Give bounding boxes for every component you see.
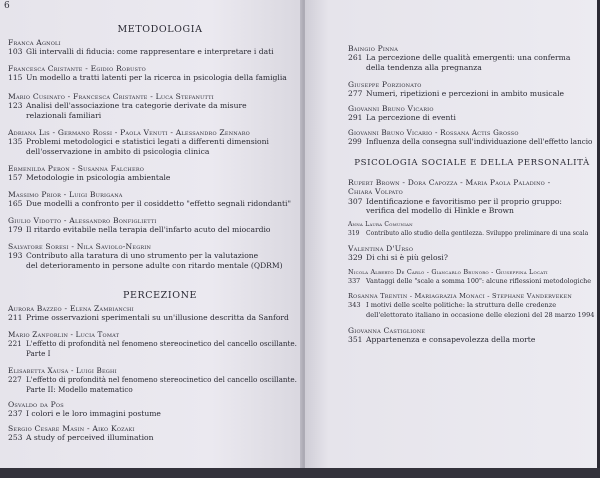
entry-title: A study of perceived illumination — [26, 433, 154, 443]
entry-page: 337 — [348, 277, 361, 286]
entry-authors: Elisabetta Xausa - Luigi Beghi — [8, 366, 117, 375]
entry-authors: Baingio Pinna — [348, 44, 399, 53]
entry-page: 135 — [8, 137, 23, 147]
entry-authors: Valentina D'Urso — [348, 244, 414, 253]
toc-entry — [348, 268, 591, 287]
entry-authors: Rosanna Trentin - Mariagrazia Monaci - Stephane Vanderveken — [348, 292, 572, 300]
entry-title-cont: del deterioramento in persone adulte con ritardo mentale (QDRM) — [26, 260, 283, 270]
entry-page: 343 — [348, 301, 361, 310]
entry-title: Contributo alla taratura di uno strumento per la valutazione — [26, 251, 259, 261]
toc-entry — [348, 80, 564, 99]
entry-authors: Giulio Vidotto - Alessandro Bonfiglietti — [8, 216, 157, 225]
entry-title-cont: della tendenza alla pregnanza — [366, 62, 482, 72]
entry-authors: Salvatore Soresi - Nila Saviolo-Negrin — [8, 242, 152, 251]
entry-authors: Mario Zanforlin - Lucia Tomat — [8, 330, 120, 339]
toc-entry — [8, 92, 247, 120]
entry-page: 193 — [8, 251, 23, 261]
toc-entry — [348, 292, 594, 320]
entry-title: Identificazione e favoritismo per il proprio gruppo: — [366, 196, 562, 206]
entry-title: Influenza della consegna sull'individuazione dell'effetto lancio — [366, 137, 593, 147]
toc-entry — [8, 190, 291, 209]
entry-title-cont: dell'osservazione in ambito di psicologia clinica — [26, 146, 210, 156]
entry-page: 211 — [8, 313, 23, 323]
entry-page: 115 — [8, 73, 23, 83]
entry-title-cont: dell'elettorato italiano in occasione delle elezioni del 28 marzo 1994 — [366, 310, 595, 319]
toc-entry — [8, 242, 283, 270]
entry-authors: Rupert Brown - Dora Capozza - Maria Paola Paladino - — [348, 178, 551, 187]
toc-entry — [8, 64, 287, 83]
toc-entry — [348, 44, 570, 72]
entry-title: Analisi dell'associazione tra categorie derivate da misure — [26, 101, 247, 111]
entry-authors: Franca Agnoli — [8, 38, 61, 47]
entry-authors: Adriana Lis - Germano Rossi - Paola Venuti - Alessandro Zennaro — [8, 128, 250, 137]
section-heading-psicologia-sociale: PSICOLOGIA SOCIALE E DELLA PERSONALITÀ — [354, 158, 590, 168]
entry-page: 277 — [348, 89, 363, 99]
toc-entry — [8, 128, 269, 156]
toc-entry — [8, 330, 297, 358]
toc-entry — [348, 104, 456, 123]
entry-title: Numeri, ripetizioni e percezioni in ambito musicale — [366, 89, 565, 99]
entry-page: 253 — [8, 433, 23, 443]
entry-page: 157 — [8, 173, 23, 183]
toc-entry — [348, 128, 592, 147]
entry-page: 103 — [8, 47, 23, 57]
toc-entry — [8, 164, 170, 183]
entry-title: Due modelli a confronto per il cosiddetto "effetto segnali ridondanti" — [26, 199, 291, 209]
entry-title: Il ritardo evitabile nella terapia dell'infarto acuto del miocardio — [26, 225, 271, 235]
entry-authors: Sergio Cesare Masin - Aiko Kozaki — [8, 424, 135, 433]
entry-page: 165 — [8, 199, 23, 209]
entry-authors: Giovanna Castiglione — [348, 326, 426, 335]
entry-page: 351 — [348, 335, 363, 345]
toc-entry — [8, 304, 289, 323]
entry-page: 299 — [348, 137, 362, 147]
toc-entry — [348, 326, 535, 345]
entry-authors: Osvaldo da Pos — [8, 400, 64, 409]
entry-title: Vantaggi delle "scale a somma 100": alcune riflessioni metodologiche — [366, 277, 592, 286]
entry-title-cont: relazionali familiari — [26, 110, 102, 120]
entry-authors: Massimo Prior - Luigi Burigana — [8, 190, 123, 199]
entry-page: 319 — [348, 230, 360, 238]
toc-entry — [8, 366, 297, 394]
entry-title: Gli intervalli di fiducia: come rappresentare e interpretare i dati — [26, 47, 274, 57]
entry-authors: Ermenilda Peron - Susanna Falchero — [8, 164, 145, 173]
toc-entry — [348, 220, 588, 239]
entry-title: Un modello a tratti latenti per la ricerca in psicologia della famiglia — [26, 73, 287, 83]
entry-title-cont: Parte I — [26, 348, 51, 358]
entry-page: 179 — [8, 225, 23, 235]
entry-authors: Giovanni Bruno Vicario - Rossana Actis Grosso — [348, 128, 519, 137]
entry-title-cont: Parte II: Modello matematico — [26, 384, 133, 394]
section-heading-percezione: PERCEZIONE — [122, 290, 198, 301]
entry-page: 221 — [8, 339, 22, 349]
page-bottom-edge — [0, 468, 600, 478]
toc-entry — [8, 216, 271, 235]
entry-title: I colori e le loro immagini postume — [26, 409, 161, 419]
entry-page: 291 — [348, 113, 363, 123]
entry-title: L'effetto di profondità nel fenomeno stereocinetico del cancello oscillante. — [26, 339, 297, 349]
entry-title: Contributo allo studio della gentilezza. Sviluppo preliminare di una scala — [366, 230, 589, 238]
entry-authors: Giovanni Bruno Vicario — [348, 104, 434, 113]
entry-authors: Aurora Bazzeo - Elena Zambianchi — [8, 304, 134, 313]
toc-entry — [348, 178, 562, 216]
page-number: 6 — [4, 1, 10, 11]
entry-title: Di chi si è più gelosi? — [366, 253, 448, 263]
entry-authors: Anna Laura Comunian — [348, 221, 413, 228]
entry-title: Metodologie in psicologia ambientale — [26, 173, 171, 183]
entry-title: Prime osservazioni sperimentali su un'illusione descritta da Sanford — [26, 313, 289, 323]
toc-entry — [8, 38, 274, 57]
toc-entry — [8, 400, 161, 419]
entry-title: L'effetto di profondità nel fenomeno stereocinetico del cancello oscillante. — [26, 375, 297, 385]
entry-page: 307 — [348, 196, 363, 206]
entry-page: 329 — [348, 253, 363, 263]
entry-title: La percezione delle qualità emergenti: una conferma — [366, 53, 571, 63]
entry-page: 227 — [8, 375, 22, 385]
entry-title: La percezione di eventi — [366, 113, 456, 123]
entry-page: 237 — [8, 409, 23, 419]
entry-title: Appartenenza e consapevolezza della morte — [366, 335, 536, 345]
toc-entry — [8, 424, 154, 443]
entry-authors: Nicola Alberto De Carlo - Giancarlo Brunoro - Giuseppina Locati — [348, 268, 548, 276]
entry-title: Problemi metodologici e statistici legati a differenti dimensioni — [26, 137, 269, 147]
section-heading-metodologia: METODOLOGIA — [117, 24, 203, 35]
entry-authors: Giuseppe Porzionato — [348, 80, 422, 89]
toc-entry — [348, 244, 448, 263]
entry-authors: Mario Cusinato - Francesca Cristante - Luca Stefanutti — [8, 92, 214, 101]
entry-page: 261 — [348, 53, 363, 63]
entry-authors-cont: Chiara Volpato — [348, 187, 403, 197]
entry-page: 123 — [8, 101, 23, 111]
entry-title: I motivi delle scelte politiche: la struttura delle credenze — [366, 301, 557, 310]
entry-title-cont: verifica del modello di Hinkle e Brown — [366, 206, 514, 216]
entry-authors: Francesca Cristante - Egidio Robusto — [8, 64, 146, 73]
